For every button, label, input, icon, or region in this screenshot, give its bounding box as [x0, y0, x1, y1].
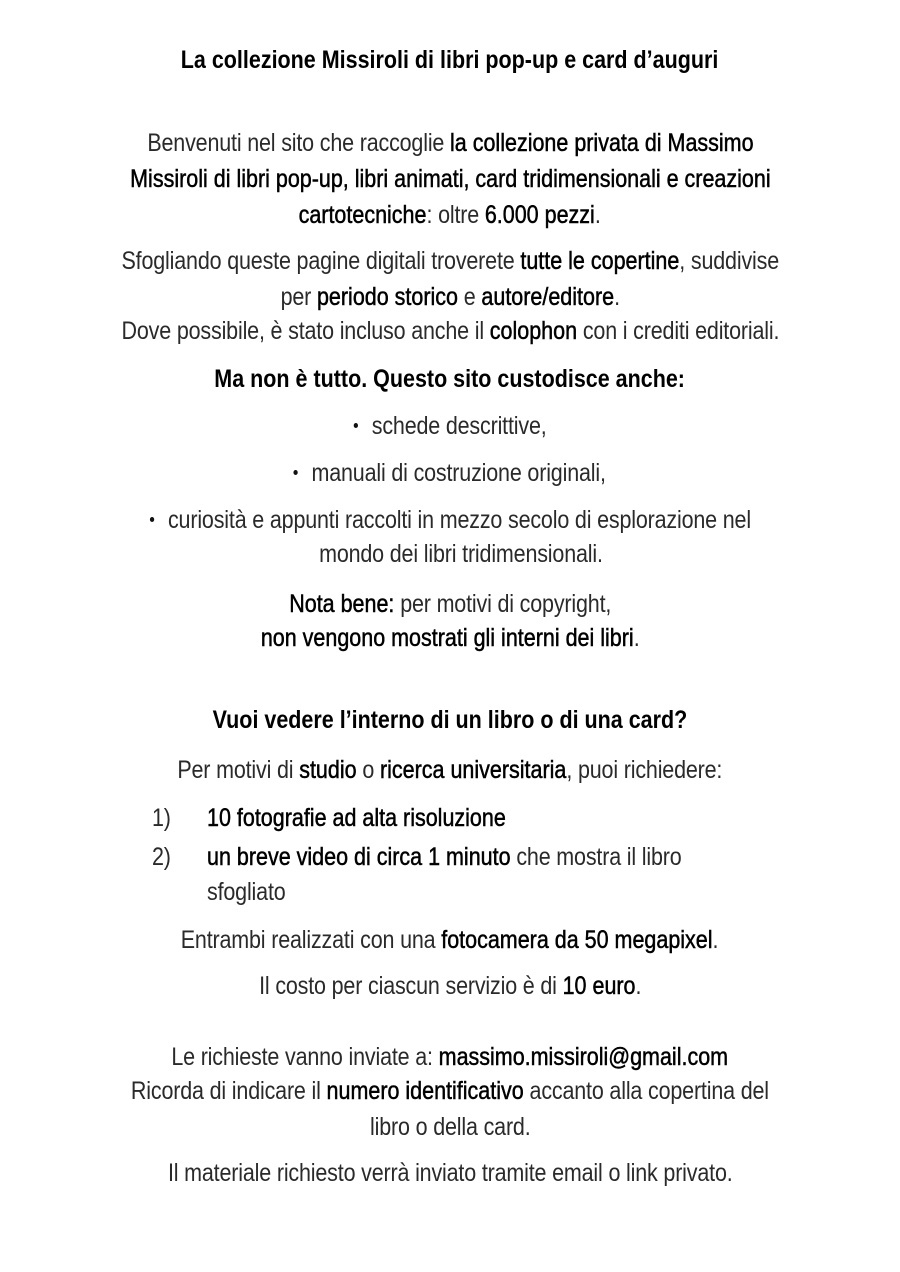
intro-emphasis: cartotecniche	[298, 201, 427, 229]
price: 10 euro	[562, 972, 636, 1000]
list-item-continuation: mondo dei libri tridimensionali.	[319, 540, 603, 568]
list-item: curiosità e appunti raccolti in mezzo secolo di esplorazione nel	[0, 505, 900, 535]
option-text: un breve video di circa 1 minuto	[207, 843, 511, 871]
intro-emphasis: autore/editore	[481, 283, 614, 311]
note-label: Nota bene:	[289, 590, 395, 618]
option-number: 2)	[152, 843, 171, 871]
piece-count: 6.000 pezzi	[485, 201, 596, 229]
section-heading-more: Ma non è tutto. Questo sito custodisce anche:	[214, 365, 686, 393]
option-number: 1)	[152, 804, 171, 832]
intro-emphasis: periodo storico	[316, 283, 458, 311]
cost-info: Il costo per ciascun servizio è di 10 euro.	[258, 972, 642, 1000]
intro-emphasis: Missiroli di libri pop-up, libri animati, card tridimensionali e creazioni	[129, 165, 771, 193]
list-item: schede descrittive,	[0, 411, 900, 441]
email-link[interactable]: massimo.missiroli@gmail.com	[438, 1043, 729, 1071]
camera-info: Entrambi realizzati con una fotocamera da 50 megapixel.	[181, 926, 719, 954]
intro-text: Benvenuti nel sito che raccoglie	[146, 129, 450, 157]
bullet-icon	[354, 423, 358, 428]
bullet-icon	[149, 517, 153, 522]
page-title: La collezione Missiroli di libri pop-up e card d’auguri	[181, 46, 719, 74]
intro-emphasis: colophon	[489, 317, 577, 345]
list-item: manuali di costruzione originali,	[0, 458, 900, 488]
intro-emphasis: tutte le copertine	[520, 247, 680, 275]
section-heading-interior: Vuoi vedere l’interno di un libro o di una card?	[212, 706, 688, 734]
intro-text: : oltre	[426, 201, 486, 229]
intro-emphasis: la collezione privata di Massimo	[449, 129, 754, 157]
bullet-icon	[294, 470, 298, 475]
option-text: 10 fotografie ad alta risoluzione	[207, 804, 506, 832]
delivery-info: Il materiale richiesto verrà inviato tramite email o link privato.	[167, 1159, 733, 1187]
request-intro: Per motivi di studio o ricerca universitaria, puoi richiedere:	[177, 756, 723, 784]
